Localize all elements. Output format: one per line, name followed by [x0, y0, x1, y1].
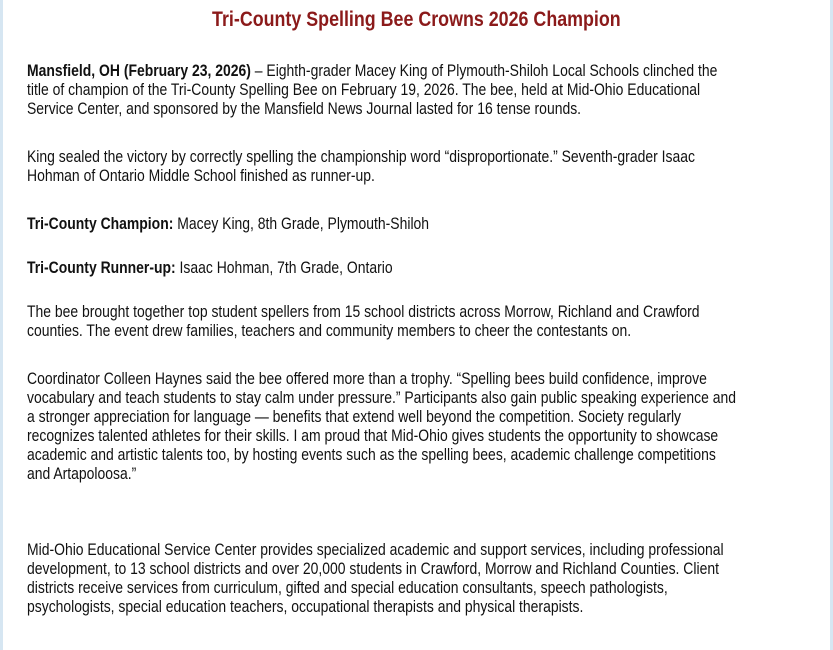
paragraph-line: development, to 13 school districts and over 20,000 students in Crawford, Morrow and Richland Counties. Client: [27, 559, 719, 578]
runner-up-value: Isaac Hohman, 7th Grade, Ontario: [175, 258, 393, 277]
victory-paragraph: [27, 147, 798, 185]
paragraph-line: recognizes talented athletes for their skills. I am proud that Mid-Ohio gives students the opportunity to showcase: [27, 426, 719, 445]
runner-up-label: Tri-County Runner-up:: [27, 258, 176, 277]
paragraph-line: and Artapoloosa.”: [27, 464, 137, 483]
line-text: – Eighth-grader Macey King of Plymouth-Shiloh Local Schools clinched the: [250, 61, 718, 80]
paragraph-line: [27, 61, 798, 80]
left-border: [0, 0, 3, 650]
paragraph-line: Mid-Ohio Educational Service Center provides specialized academic and support services, including professional: [27, 540, 724, 559]
paragraph-line: psychologists, special education teachers, occupational therapists and physical therapists.: [27, 597, 584, 616]
paragraph-line: Service Center, and sponsored by the Mansfield News Journal lasted for 16 tense rounds.: [27, 99, 582, 118]
champion-label: Tri-County Champion:: [27, 214, 174, 233]
champion-line: [27, 214, 798, 233]
runner-up-line: [27, 258, 798, 277]
dateline: Mansfield, OH (February 23, 2026): [27, 61, 251, 80]
paragraph-line: Coordinator Colleen Haynes said the bee offered more than a trophy. “Spelling bees build confidence, improve: [27, 369, 707, 388]
participants-paragraph: [27, 302, 798, 340]
paragraph-line: a stronger appreciation for language — benefits that extend well beyond the competition. Society regularly: [27, 407, 682, 426]
paragraph-line: title of champion of the Tri-County Spelling Bee on February 19, 2026. The bee, held at Mid-Ohio Educational: [27, 80, 701, 99]
article-title: [0, 8, 833, 32]
paragraph-line: districts receive services from curriculum, gifted and special education consultants, speech pathologists,: [27, 578, 668, 597]
paragraph-line: counties. The event drew families, teachers and community members to cheer the contestants on.: [27, 321, 632, 340]
paragraph-line: Hohman of Ontario Middle School finished as runner-up.: [27, 166, 375, 185]
paragraph-line: academic and artistic talents too, by hosting events such as the spelling bees, academic challenge competitions: [27, 445, 716, 464]
quote-paragraph: [27, 369, 798, 483]
paragraph-line: The bee brought together top student spellers from 15 school districts across Morrow, Richland and Crawford: [27, 302, 700, 321]
paragraph-line: King sealed the victory by correctly spelling the championship word “disproportionate.” Seventh-grader Isaac: [27, 147, 695, 166]
paragraph-line: vocabulary and teach students to stay calm under pressure.” Participants also gain public speaking experience and: [27, 388, 737, 407]
title-text: Tri-County Spelling Bee Crowns 2026 Champion: [212, 8, 621, 31]
about-paragraph: [27, 540, 798, 616]
champion-value: Macey King, 8th Grade, Plymouth-Shiloh: [173, 214, 430, 233]
intro-paragraph: [27, 61, 798, 118]
